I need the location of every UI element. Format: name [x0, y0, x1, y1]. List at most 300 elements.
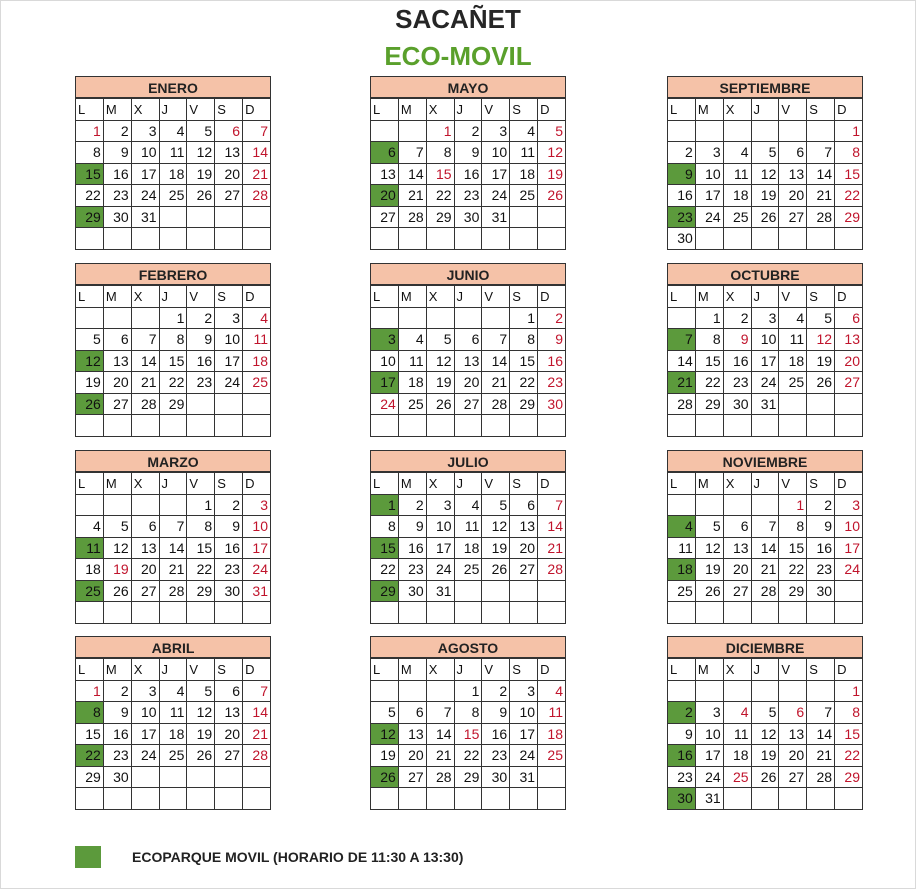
day-cell: 8 [510, 329, 538, 351]
day-cell: 23 [538, 372, 566, 394]
day-cell: 16 [215, 537, 243, 559]
day-cell: 7 [751, 516, 779, 538]
day-cell: 15 [426, 163, 454, 185]
day-cell: 13 [215, 702, 243, 724]
day-cell: 27 [510, 559, 538, 581]
empty-cell [668, 680, 696, 702]
day-cell: 22 [371, 559, 399, 581]
day-cell: 16 [482, 723, 510, 745]
empty-cell [159, 494, 187, 516]
day-cell: 12 [187, 702, 215, 724]
empty-cell [723, 494, 751, 516]
empty-cell [510, 206, 538, 228]
empty-cell [723, 120, 751, 142]
day-cell: 9 [807, 516, 835, 538]
day-cell: 9 [454, 142, 482, 164]
empty-cell [668, 307, 696, 329]
month-table [667, 472, 863, 624]
day-cell: 15 [779, 537, 807, 559]
weekday-header: S [510, 286, 538, 308]
page-title: SACAÑET [395, 4, 521, 34]
empty-cell [482, 580, 510, 602]
day-cell: 21 [243, 723, 271, 745]
day-cell: 25 [159, 745, 187, 767]
day-cell: 10 [482, 142, 510, 164]
day-cell: 25 [510, 185, 538, 207]
empty-cell [779, 680, 807, 702]
day-cell: 20 [723, 559, 751, 581]
day-cell: 5 [751, 702, 779, 724]
day-cell: 23 [103, 745, 131, 767]
month-name: MARZO [75, 450, 271, 472]
day-cell: 12 [426, 350, 454, 372]
day-cell: 3 [215, 307, 243, 329]
weekday-header: J [159, 659, 187, 681]
empty-cell [779, 393, 807, 415]
day-cell: 15 [76, 723, 104, 745]
day-cell: 31 [131, 206, 159, 228]
weekday-header: V [187, 659, 215, 681]
day-cell: 17 [695, 185, 723, 207]
day-cell: 31 [510, 766, 538, 788]
day-cell: 14 [751, 537, 779, 559]
weekday-header: D [835, 99, 863, 121]
day-cell: 12 [103, 537, 131, 559]
day-cell: 12 [538, 142, 566, 164]
weekday-header: X [723, 473, 751, 495]
day-cell: 16 [398, 537, 426, 559]
day-cell: 25 [538, 745, 566, 767]
day-cell: 26 [807, 372, 835, 394]
day-cell: 14 [243, 142, 271, 164]
weekday-header: M [103, 473, 131, 495]
empty-cell [482, 307, 510, 329]
weekday-header: J [454, 659, 482, 681]
day-cell: 6 [131, 516, 159, 538]
weekday-header: D [538, 473, 566, 495]
empty-cell [510, 788, 538, 810]
day-cell: 27 [454, 393, 482, 415]
day-cell: 28 [807, 766, 835, 788]
day-cell: 3 [243, 494, 271, 516]
day-cell: 26 [751, 766, 779, 788]
empty-cell [482, 788, 510, 810]
day-cell: 5 [371, 702, 399, 724]
day-cell: 29 [76, 766, 104, 788]
day-cell: 22 [426, 185, 454, 207]
empty-cell [751, 415, 779, 437]
day-cell: 31 [426, 580, 454, 602]
day-cell: 3 [371, 329, 399, 351]
weekday-header: X [426, 659, 454, 681]
weekday-header: X [131, 473, 159, 495]
day-cell: 18 [723, 185, 751, 207]
day-cell: 28 [131, 393, 159, 415]
empty-cell [76, 228, 104, 250]
legend-swatch [75, 846, 101, 868]
day-cell: 28 [159, 580, 187, 602]
day-cell: 21 [131, 372, 159, 394]
day-cell: 28 [538, 559, 566, 581]
day-cell: 25 [159, 185, 187, 207]
day-cell: 4 [723, 142, 751, 164]
month-table [370, 98, 566, 250]
day-cell: 21 [159, 559, 187, 581]
day-cell: 26 [76, 393, 104, 415]
day-cell: 13 [398, 723, 426, 745]
day-cell: 26 [751, 206, 779, 228]
month-name: OCTUBRE [667, 263, 863, 285]
empty-cell [668, 415, 696, 437]
day-cell: 4 [510, 120, 538, 142]
empty-cell [159, 415, 187, 437]
day-cell: 30 [807, 580, 835, 602]
day-cell: 10 [695, 163, 723, 185]
day-cell: 9 [103, 702, 131, 724]
empty-cell [426, 680, 454, 702]
day-cell: 27 [779, 766, 807, 788]
empty-cell [510, 228, 538, 250]
day-cell: 30 [454, 206, 482, 228]
day-cell: 19 [426, 372, 454, 394]
day-cell: 28 [243, 745, 271, 767]
day-cell: 22 [510, 372, 538, 394]
day-cell: 8 [835, 702, 863, 724]
empty-cell [398, 307, 426, 329]
day-cell: 6 [779, 702, 807, 724]
day-cell: 3 [482, 120, 510, 142]
month-table [75, 285, 271, 437]
day-cell: 14 [807, 723, 835, 745]
day-cell: 28 [243, 185, 271, 207]
day-cell: 23 [668, 766, 696, 788]
weekday-header: L [371, 99, 399, 121]
empty-cell [807, 680, 835, 702]
day-cell: 11 [538, 702, 566, 724]
weekday-header: V [187, 286, 215, 308]
day-cell: 28 [751, 580, 779, 602]
day-cell: 23 [215, 559, 243, 581]
empty-cell [159, 228, 187, 250]
weekday-header: S [807, 286, 835, 308]
day-cell: 20 [215, 163, 243, 185]
day-cell: 10 [426, 516, 454, 538]
day-cell: 11 [243, 329, 271, 351]
day-cell: 16 [454, 163, 482, 185]
month-name: SEPTIEMBRE [667, 76, 863, 98]
day-cell: 1 [159, 307, 187, 329]
day-cell: 8 [159, 329, 187, 351]
empty-cell [131, 307, 159, 329]
day-cell: 28 [482, 393, 510, 415]
day-cell: 13 [131, 537, 159, 559]
day-cell: 25 [723, 766, 751, 788]
day-cell: 16 [103, 723, 131, 745]
weekday-header: D [243, 659, 271, 681]
day-cell: 26 [538, 185, 566, 207]
day-cell: 31 [243, 580, 271, 602]
day-cell: 11 [668, 537, 696, 559]
weekday-header: X [131, 99, 159, 121]
day-cell: 29 [510, 393, 538, 415]
empty-cell [695, 120, 723, 142]
day-cell: 26 [482, 559, 510, 581]
weekday-header: L [371, 659, 399, 681]
day-cell: 3 [751, 307, 779, 329]
empty-cell [751, 120, 779, 142]
day-cell: 22 [187, 559, 215, 581]
day-cell: 16 [723, 350, 751, 372]
day-cell: 11 [76, 537, 104, 559]
weekday-header: D [835, 473, 863, 495]
weekday-header: D [835, 286, 863, 308]
empty-cell [187, 206, 215, 228]
day-cell: 11 [723, 163, 751, 185]
day-cell: 17 [835, 537, 863, 559]
empty-cell [538, 788, 566, 810]
weekday-header: M [398, 473, 426, 495]
weekday-header: V [482, 286, 510, 308]
weekday-header: S [510, 99, 538, 121]
day-cell: 21 [538, 537, 566, 559]
weekday-header: L [76, 286, 104, 308]
month-noviembre [667, 450, 863, 624]
month-name: ENERO [75, 76, 271, 98]
month-name: AGOSTO [370, 636, 566, 658]
weekday-header: V [779, 286, 807, 308]
empty-cell [835, 788, 863, 810]
day-cell: 11 [159, 142, 187, 164]
empty-cell [538, 766, 566, 788]
day-cell: 21 [243, 163, 271, 185]
day-cell: 21 [398, 185, 426, 207]
empty-cell [426, 415, 454, 437]
day-cell: 1 [835, 680, 863, 702]
day-cell: 30 [398, 580, 426, 602]
day-cell: 3 [695, 702, 723, 724]
weekday-header: X [426, 473, 454, 495]
day-cell: 15 [510, 350, 538, 372]
day-cell: 2 [103, 680, 131, 702]
empty-cell [371, 680, 399, 702]
empty-cell [751, 602, 779, 624]
empty-cell [807, 228, 835, 250]
day-cell: 5 [751, 142, 779, 164]
day-cell: 16 [668, 745, 696, 767]
empty-cell [779, 120, 807, 142]
day-cell: 16 [538, 350, 566, 372]
empty-cell [695, 228, 723, 250]
empty-cell [510, 415, 538, 437]
empty-cell [538, 206, 566, 228]
empty-cell [215, 415, 243, 437]
day-cell: 18 [723, 745, 751, 767]
empty-cell [76, 415, 104, 437]
day-cell: 9 [187, 329, 215, 351]
day-cell: 29 [159, 393, 187, 415]
day-cell: 10 [243, 516, 271, 538]
empty-cell [215, 766, 243, 788]
day-cell: 15 [835, 723, 863, 745]
day-cell: 21 [668, 372, 696, 394]
day-cell: 24 [695, 766, 723, 788]
day-cell: 16 [187, 350, 215, 372]
page-subtitle: ECO-MOVIL [384, 41, 532, 71]
empty-cell [695, 680, 723, 702]
empty-cell [723, 228, 751, 250]
empty-cell [751, 680, 779, 702]
day-cell: 26 [426, 393, 454, 415]
empty-cell [482, 415, 510, 437]
day-cell: 8 [371, 516, 399, 538]
weekday-header: M [695, 99, 723, 121]
day-cell: 8 [779, 516, 807, 538]
day-cell: 16 [807, 537, 835, 559]
weekday-header: S [510, 659, 538, 681]
day-cell: 10 [835, 516, 863, 538]
empty-cell [371, 120, 399, 142]
empty-cell [159, 602, 187, 624]
day-cell: 27 [103, 393, 131, 415]
empty-cell [723, 680, 751, 702]
day-cell: 3 [131, 120, 159, 142]
empty-cell [243, 766, 271, 788]
empty-cell [751, 494, 779, 516]
weekday-header: V [482, 473, 510, 495]
day-cell: 24 [131, 185, 159, 207]
day-cell: 1 [76, 680, 104, 702]
empty-cell [371, 788, 399, 810]
day-cell: 6 [454, 329, 482, 351]
day-cell: 27 [398, 766, 426, 788]
day-cell: 31 [482, 206, 510, 228]
empty-cell [103, 307, 131, 329]
month-name: JULIO [370, 450, 566, 472]
empty-cell [371, 307, 399, 329]
day-cell: 8 [695, 329, 723, 351]
empty-cell [103, 788, 131, 810]
day-cell: 29 [76, 206, 104, 228]
weekday-header: D [243, 286, 271, 308]
empty-cell [243, 788, 271, 810]
day-cell: 25 [723, 206, 751, 228]
day-cell: 9 [103, 142, 131, 164]
empty-cell [807, 120, 835, 142]
day-cell: 12 [187, 142, 215, 164]
day-cell: 20 [454, 372, 482, 394]
empty-cell [807, 393, 835, 415]
day-cell: 11 [159, 702, 187, 724]
weekday-header: J [454, 473, 482, 495]
empty-cell [454, 602, 482, 624]
day-cell: 2 [668, 702, 696, 724]
day-cell: 7 [807, 702, 835, 724]
empty-cell [159, 206, 187, 228]
day-cell: 21 [751, 559, 779, 581]
empty-cell [835, 228, 863, 250]
empty-cell [131, 415, 159, 437]
empty-cell [159, 766, 187, 788]
day-cell: 22 [454, 745, 482, 767]
empty-cell [482, 602, 510, 624]
empty-cell [76, 602, 104, 624]
empty-cell [807, 602, 835, 624]
weekday-header: S [215, 659, 243, 681]
weekday-header: V [779, 99, 807, 121]
empty-cell [243, 415, 271, 437]
empty-cell [835, 393, 863, 415]
day-cell: 10 [131, 702, 159, 724]
empty-cell [187, 602, 215, 624]
weekday-header: D [538, 99, 566, 121]
day-cell: 17 [371, 372, 399, 394]
day-cell: 5 [187, 120, 215, 142]
day-cell: 3 [131, 680, 159, 702]
day-cell: 10 [510, 702, 538, 724]
day-cell: 15 [695, 350, 723, 372]
day-cell: 28 [426, 766, 454, 788]
day-cell: 2 [668, 142, 696, 164]
day-cell: 22 [76, 745, 104, 767]
weekday-header: S [807, 473, 835, 495]
day-cell: 17 [695, 745, 723, 767]
empty-cell [187, 228, 215, 250]
day-cell: 25 [779, 372, 807, 394]
day-cell: 21 [807, 745, 835, 767]
empty-cell [187, 393, 215, 415]
empty-cell [835, 415, 863, 437]
empty-cell [454, 307, 482, 329]
day-cell: 14 [668, 350, 696, 372]
day-cell: 14 [131, 350, 159, 372]
day-cell: 21 [807, 185, 835, 207]
day-cell: 11 [510, 142, 538, 164]
empty-cell [187, 415, 215, 437]
day-cell: 4 [159, 120, 187, 142]
day-cell: 24 [243, 559, 271, 581]
day-cell: 22 [835, 185, 863, 207]
weekday-header: X [426, 286, 454, 308]
month-table [667, 285, 863, 437]
day-cell: 5 [426, 329, 454, 351]
day-cell: 12 [751, 723, 779, 745]
empty-cell [510, 580, 538, 602]
empty-cell [398, 602, 426, 624]
weekday-header: L [76, 99, 104, 121]
day-cell: 4 [76, 516, 104, 538]
empty-cell [243, 393, 271, 415]
weekday-header: L [668, 473, 696, 495]
day-cell: 17 [131, 163, 159, 185]
weekday-header: J [751, 99, 779, 121]
day-cell: 23 [398, 559, 426, 581]
empty-cell [454, 415, 482, 437]
empty-cell [751, 228, 779, 250]
weekday-header: M [103, 286, 131, 308]
day-cell: 24 [131, 745, 159, 767]
day-cell: 12 [751, 163, 779, 185]
day-cell: 20 [779, 185, 807, 207]
day-cell: 23 [103, 185, 131, 207]
day-cell: 7 [243, 120, 271, 142]
day-cell: 7 [426, 702, 454, 724]
weekday-header: D [243, 99, 271, 121]
weekday-header: V [187, 99, 215, 121]
day-cell: 21 [426, 745, 454, 767]
day-cell: 13 [779, 163, 807, 185]
day-cell: 10 [695, 723, 723, 745]
empty-cell [103, 494, 131, 516]
